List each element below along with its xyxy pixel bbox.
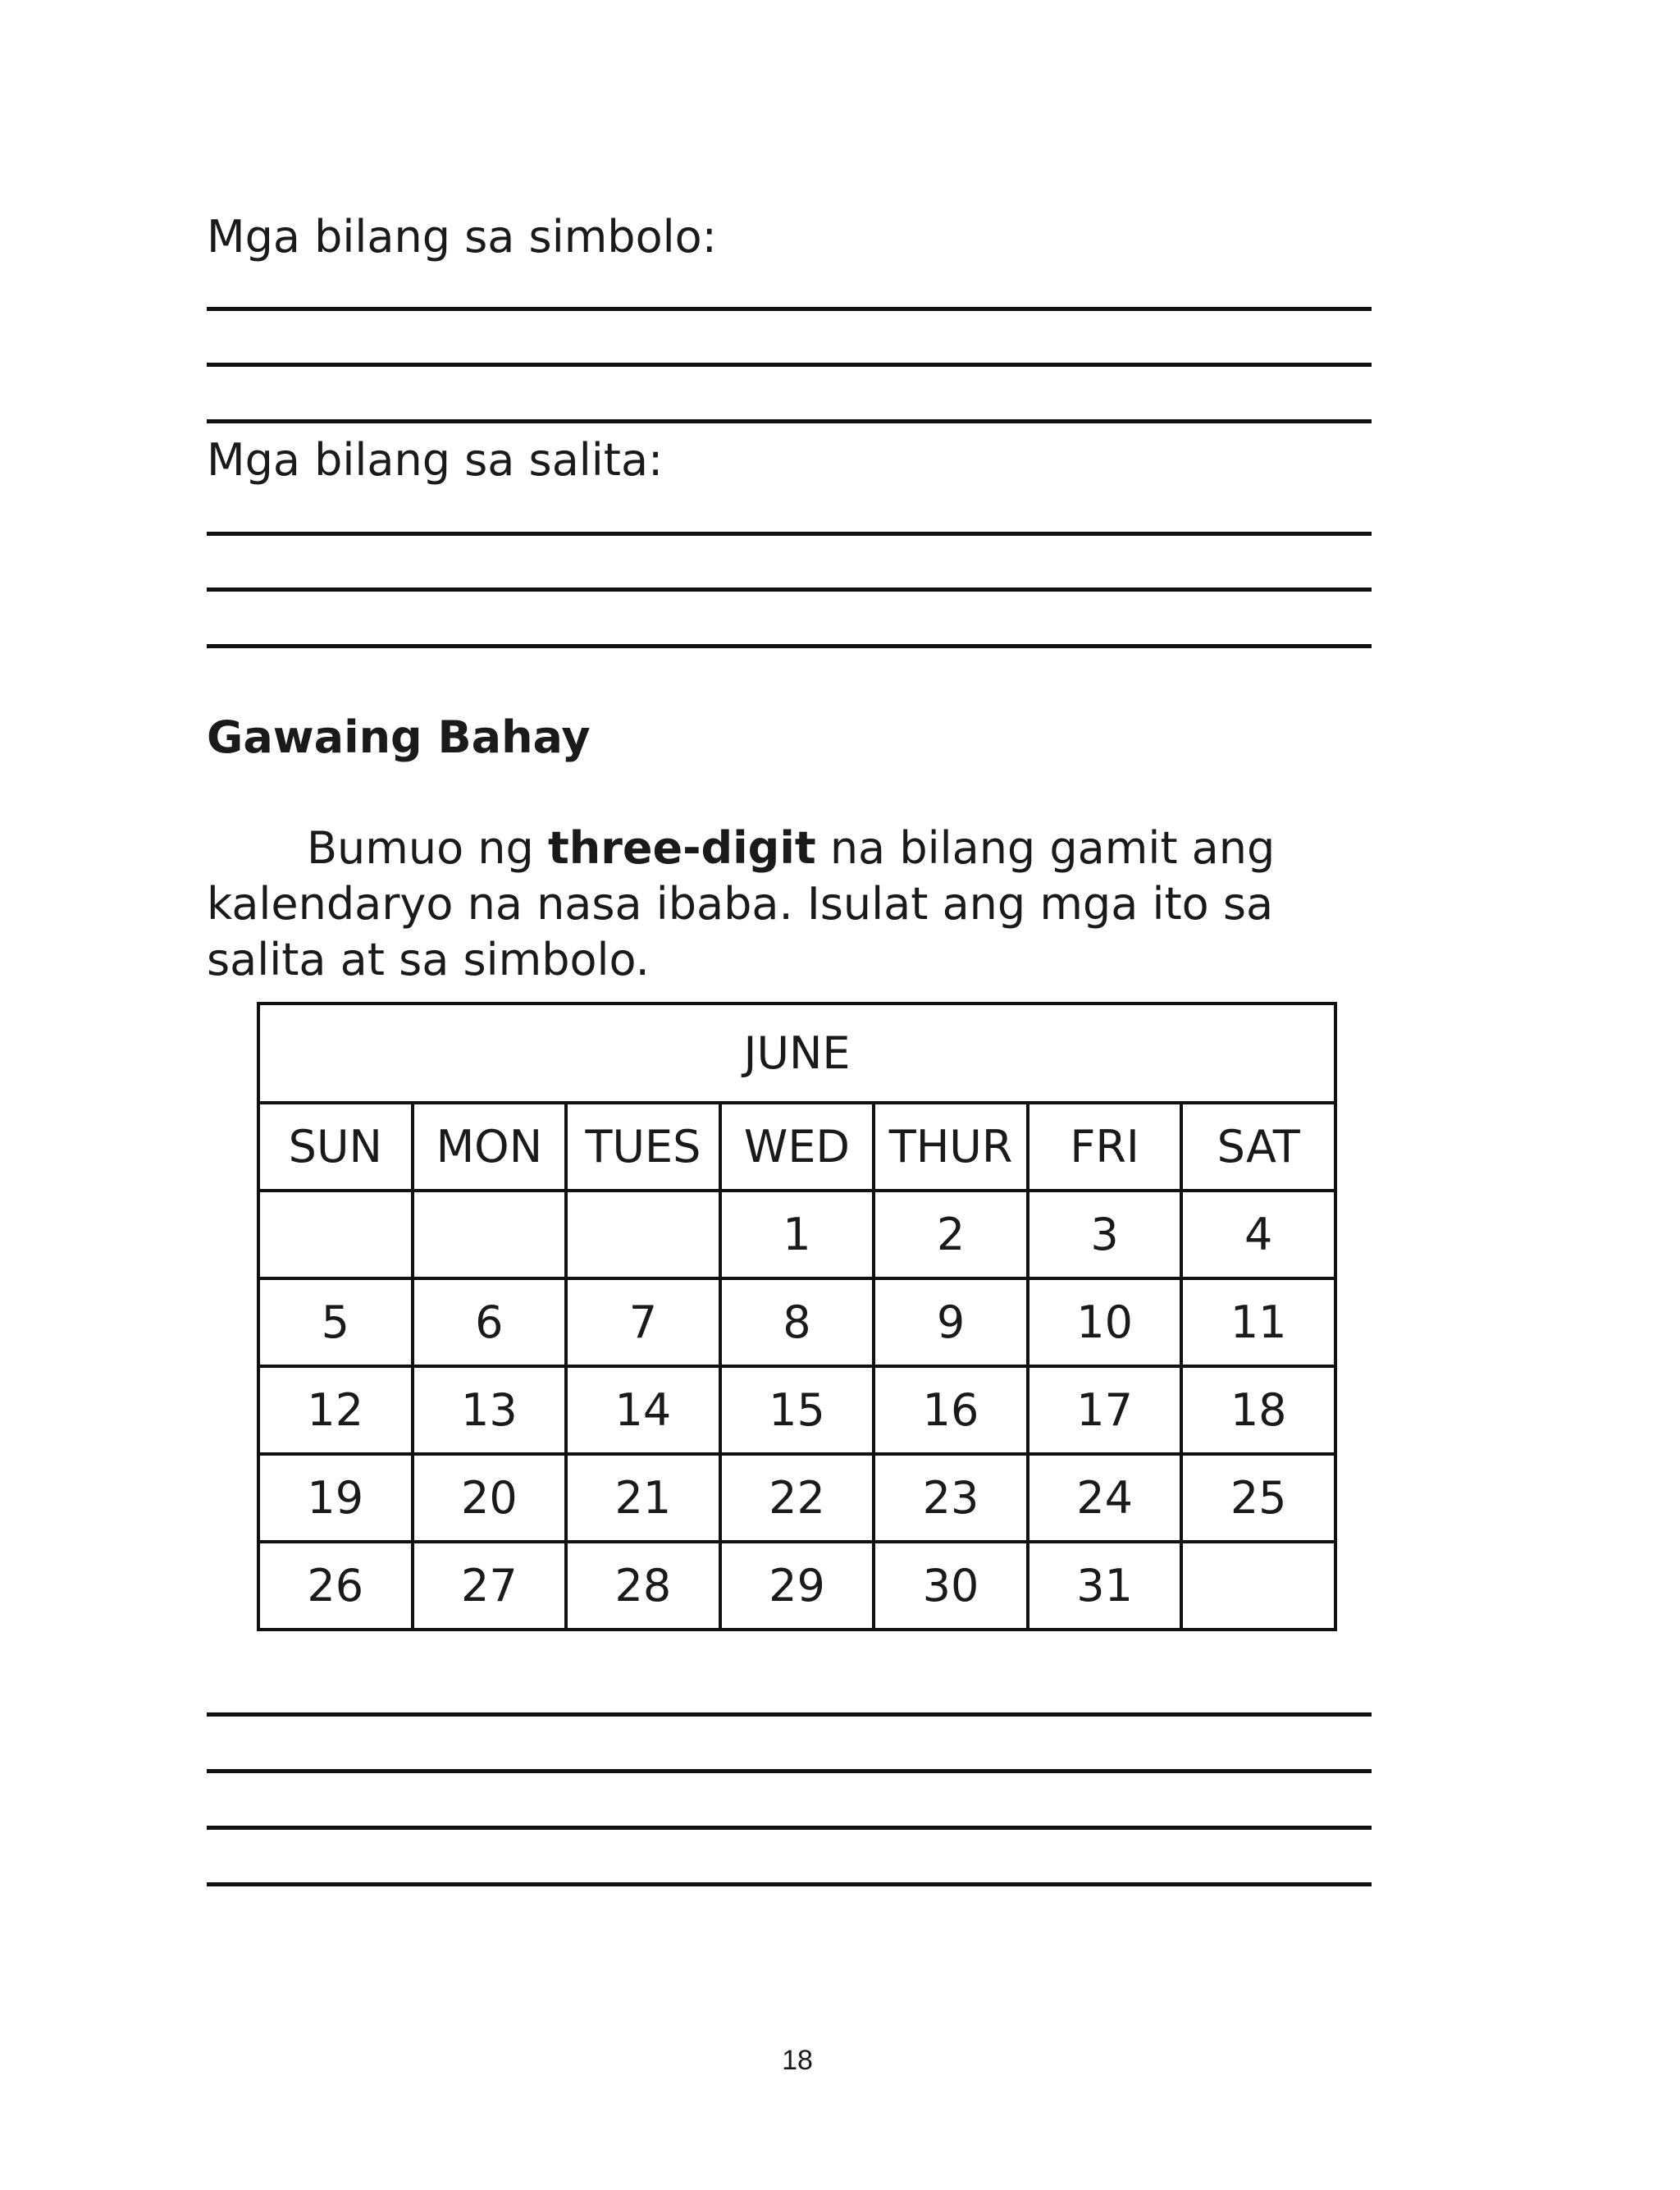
calendar-week-row <box>258 1278 1335 1366</box>
calendar-day-cell: 21 <box>566 1454 720 1542</box>
calendar-weekday-row <box>258 1103 1335 1191</box>
calendar-day-cell: 9 <box>874 1278 1028 1366</box>
answer-line[interactable] <box>207 532 1372 536</box>
calendar-day-cell: 24 <box>1028 1454 1182 1542</box>
calendar-week-row <box>258 1191 1335 1278</box>
calendar-day-cell: 20 <box>413 1454 567 1542</box>
calendar-day-cell <box>258 1191 413 1278</box>
calendar-week-row <box>258 1366 1335 1454</box>
weekday-header: FRI <box>1028 1103 1182 1191</box>
calendar-week-row <box>258 1454 1335 1542</box>
answer-line[interactable] <box>207 1826 1372 1830</box>
calendar-week-row <box>258 1542 1335 1630</box>
calendar-day-cell: 28 <box>566 1542 720 1630</box>
calendar-day-cell: 30 <box>874 1542 1028 1630</box>
page-number: 18 <box>782 2045 813 2076</box>
calendar-day-cell: 11 <box>1181 1278 1335 1366</box>
calendar-day-cell: 12 <box>258 1366 413 1454</box>
calendar-day-cell <box>1181 1542 1335 1630</box>
calendar-month: JUNE <box>258 1004 1335 1103</box>
calendar-day-cell: 22 <box>720 1454 874 1542</box>
calendar-day-cell <box>413 1191 567 1278</box>
calendar-day-cell: 18 <box>1181 1366 1335 1454</box>
answer-line[interactable] <box>207 588 1372 592</box>
calendar-day-cell: 7 <box>566 1278 720 1366</box>
calendar-day-cell: 14 <box>566 1366 720 1454</box>
weekday-header: MON <box>413 1103 567 1191</box>
weekday-header: TUES <box>566 1103 720 1191</box>
weekday-header: THUR <box>874 1103 1028 1191</box>
symbols-label: Mga bilang sa simbolo: <box>207 211 717 263</box>
answer-line[interactable] <box>207 1712 1372 1717</box>
calendar-day-cell: 19 <box>258 1454 413 1542</box>
answer-line[interactable] <box>207 1769 1372 1773</box>
calendar-day-cell: 23 <box>874 1454 1028 1542</box>
answer-line[interactable] <box>207 363 1372 367</box>
calendar-day-cell: 26 <box>258 1542 413 1630</box>
calendar-day-cell: 29 <box>720 1542 874 1630</box>
weekday-header: SAT <box>1181 1103 1335 1191</box>
calendar-day-cell: 2 <box>874 1191 1028 1278</box>
instruction-text-end: na bilang gamit ang kalendaryo na nasa ibaba. Isulat ang mga ito sa salita at sa simbolo. <box>207 822 1276 985</box>
june-calendar <box>257 1002 1337 1631</box>
answer-line[interactable] <box>207 307 1372 311</box>
calendar-day-cell: 13 <box>413 1366 567 1454</box>
calendar-day-cell: 5 <box>258 1278 413 1366</box>
calendar-day-cell: 4 <box>1181 1191 1335 1278</box>
calendar-day-cell <box>566 1191 720 1278</box>
calendar-day-cell: 15 <box>720 1366 874 1454</box>
instruction-text-start: Bumuo ng <box>307 822 548 874</box>
answer-line[interactable] <box>207 1882 1372 1886</box>
homework-instruction <box>207 821 1388 988</box>
calendar-day-cell: 25 <box>1181 1454 1335 1542</box>
calendar-day-cell: 8 <box>720 1278 874 1366</box>
weekday-header: WED <box>720 1103 874 1191</box>
calendar-day-cell: 10 <box>1028 1278 1182 1366</box>
weekday-header: SUN <box>258 1103 413 1191</box>
calendar-day-cell: 16 <box>874 1366 1028 1454</box>
homework-heading: Gawaing Bahay <box>207 711 591 763</box>
calendar-day-cell: 3 <box>1028 1191 1182 1278</box>
answer-line[interactable] <box>207 419 1372 423</box>
calendar-day-cell: 27 <box>413 1542 567 1630</box>
instruction-emphasis: three-digit <box>547 822 816 874</box>
words-label: Mga bilang sa salita: <box>207 434 664 486</box>
calendar-day-cell: 31 <box>1028 1542 1182 1630</box>
calendar-day-cell: 17 <box>1028 1366 1182 1454</box>
answer-line[interactable] <box>207 644 1372 648</box>
calendar-day-cell: 6 <box>413 1278 567 1366</box>
calendar-day-cell: 1 <box>720 1191 874 1278</box>
